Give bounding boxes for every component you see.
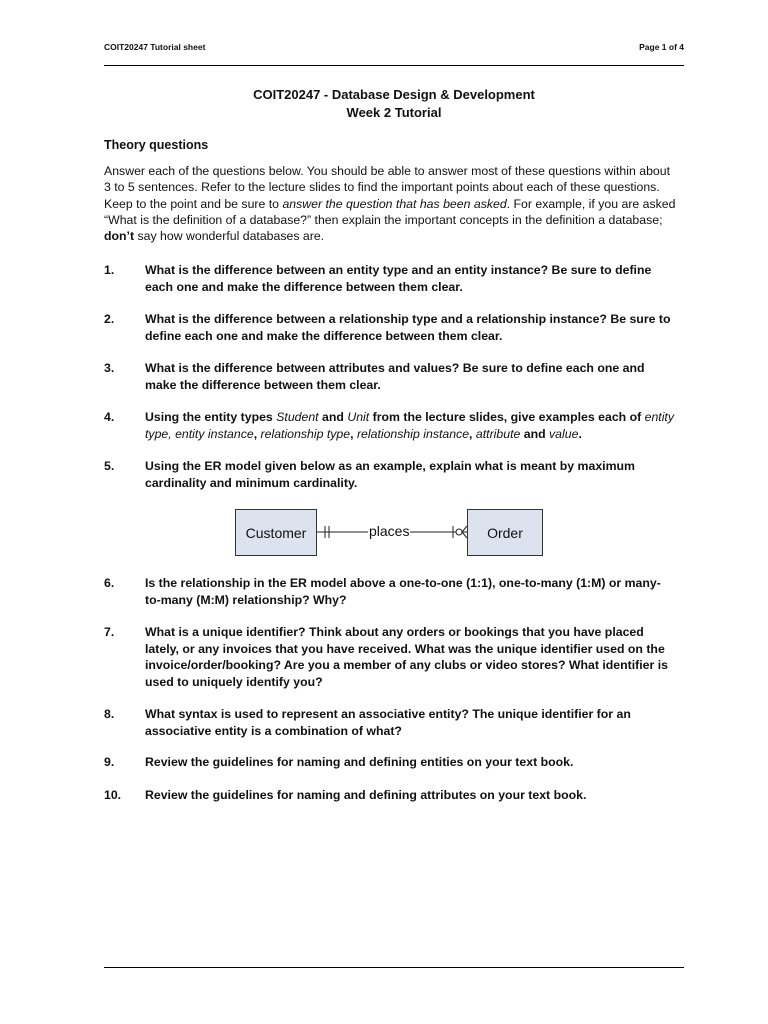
entity-order: Order [467,509,543,556]
page-header [104,42,684,52]
relationship-label: places [369,523,410,539]
question-8 [104,706,676,739]
header-document-name: COIT20247 Tutorial sheet [104,42,206,52]
question-number: 6. [104,576,115,590]
question-number: 4. [104,410,115,424]
question-5 [104,458,676,491]
er-diagram [235,509,543,556]
header-page-number: Page 1 of 4 [639,42,684,52]
question-9 [104,754,676,771]
question-text: Review the guidelines for naming and defining attributes on your text book. [145,788,587,802]
entity-customer: Customer [235,509,317,556]
intro-bold: don’t [104,229,135,244]
question-text: Using the ER model given below as an example, explain what is meant by maximum cardinality and minimum cardinality. [145,459,635,490]
question-6 [104,575,676,608]
intro-text-1: Answer each of the questions below. You should be able to answer most of these questions within about 3 to 5 sentences. Refer to the lecture slides to find the important points about each of these questions. Keep to the point and be sure to [104,164,671,211]
question-text: What is the difference between an entity type and an entity instance? Be sure to define each one and make the difference between them clear. [145,263,652,294]
intro-text-3: say how wonderful databases are. [134,229,325,244]
question-number: 3. [104,361,115,375]
question-1 [104,262,676,295]
intro-text-2: . For example, if you are asked “What is the definition of a database?” then explain the important concepts in the definition a database; [104,196,676,227]
title-course: COIT20247 - Database Design & Development [253,87,535,102]
question-text: Review the guidelines for naming and defining entities on your text book. [145,755,574,769]
intro-emphasis: answer the question that has been asked [282,196,507,211]
question-text: What is a unique identifier? Think about any orders or bookings that you have placed lately, or any invoices that you have received. What was the unique identifier used on the invoice/order/booking? Are you a member of any clubs or video stores? What identifier is used to uniquely identify you? [145,625,668,689]
question-number: 5. [104,459,115,473]
question-3 [104,360,676,393]
question-text: Using the entity types Student and Unit from the lecture slides, give examples each of entity type, entity instance, relationship type, relationship instance, attribute and value. [145,410,675,441]
question-number: 8. [104,707,115,721]
intro-paragraph [104,163,676,244]
section-heading: Theory questions [104,138,209,152]
question-2 [104,311,676,344]
question-7 [104,624,676,690]
question-text: What syntax is used to represent an associative entity? The unique identifier for an associative entity is a combination of what? [145,707,631,738]
document-title [104,86,684,122]
question-number: 1. [104,263,115,277]
question-4 [104,409,676,442]
question-number: 9. [104,755,115,769]
header-divider [104,65,684,66]
question-number: 7. [104,625,115,639]
question-text: What is the difference between attributes and values? Be sure to define each one and make the difference between them clear. [145,361,645,392]
question-text: Is the relationship in the ER model above a one-to-one (1:1), one-to-many (1:M) or many-to-many (M:M) relationship? Why? [145,576,661,607]
question-number: 10. [104,788,122,802]
footer-divider [104,967,684,968]
question-10 [104,787,676,804]
question-number: 2. [104,312,115,326]
question-text: What is the difference between a relationship type and a relationship instance? Be sure to define each one and make the difference between them clear. [145,312,671,343]
title-week: Week 2 Tutorial [346,105,442,120]
